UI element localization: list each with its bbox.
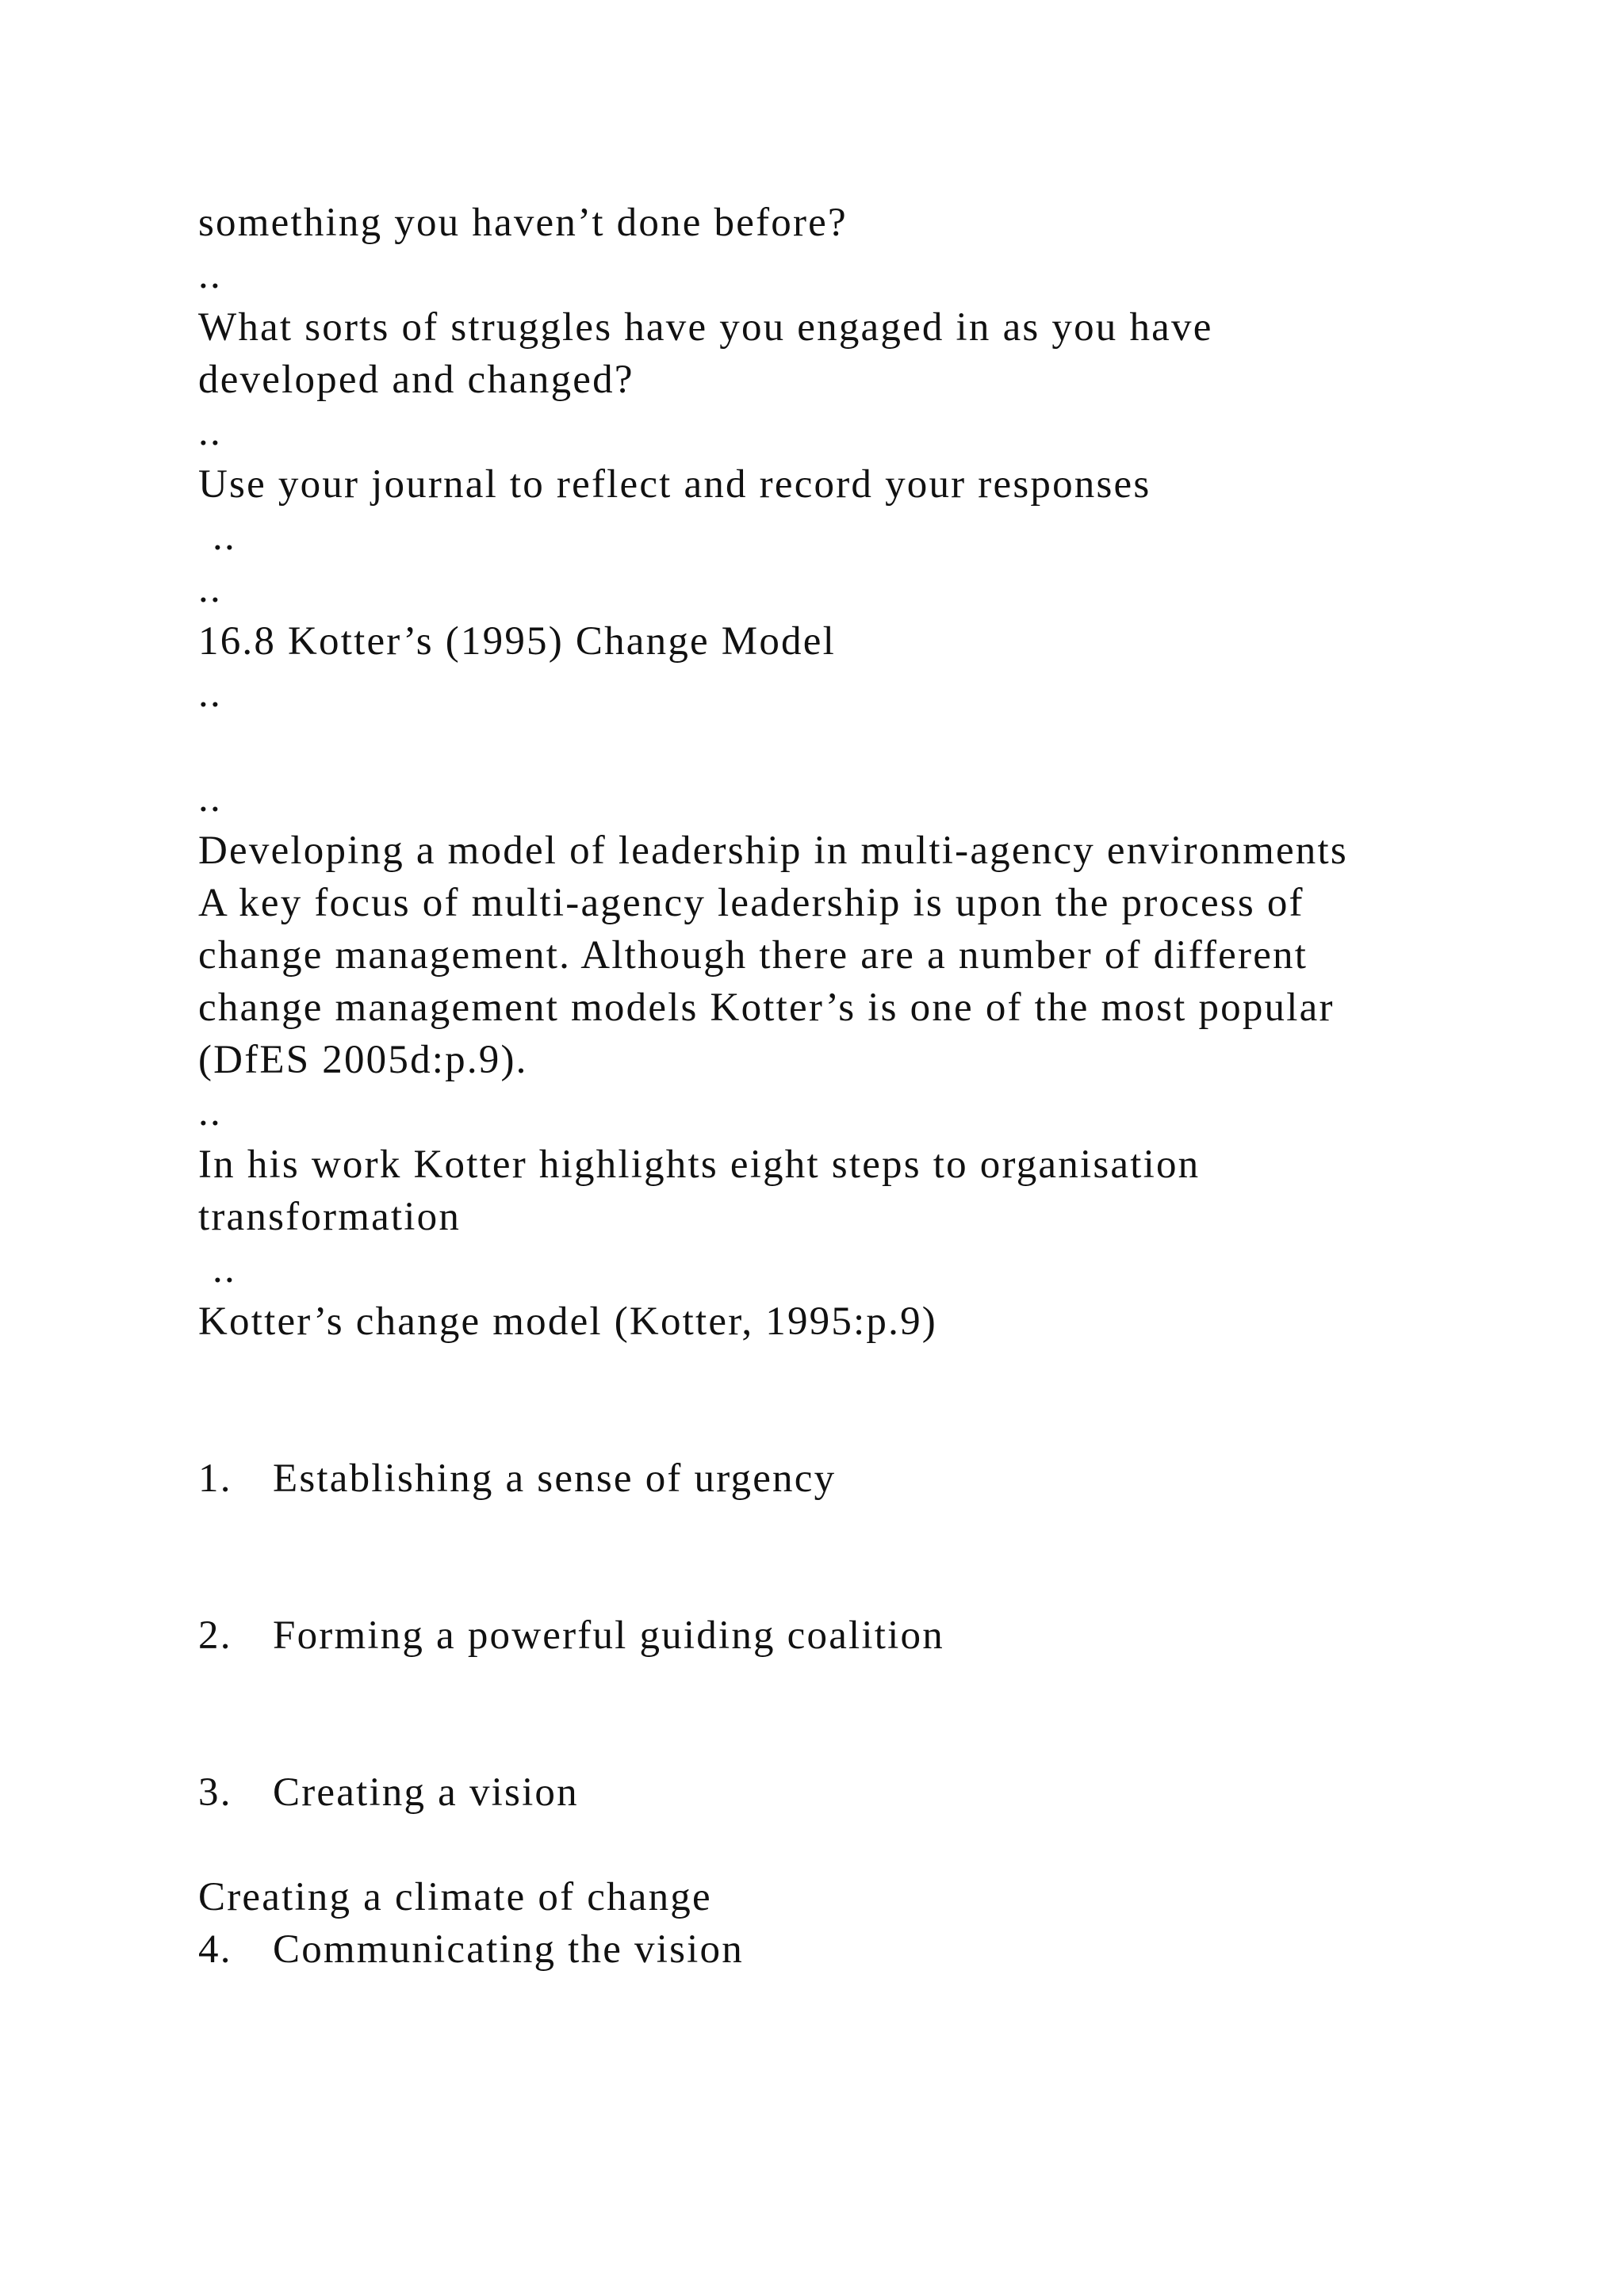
separator-dots: .. xyxy=(198,410,222,454)
text-line: developed and changed? xyxy=(198,358,634,402)
separator-dots: .. xyxy=(198,253,222,297)
text-line: What sorts of struggles have you engaged in as you have xyxy=(198,305,1213,350)
list-item-text: Forming a powerful guiding coalition xyxy=(273,1613,944,1658)
list-item xyxy=(198,1452,836,1505)
list-item-number: 2. xyxy=(198,1613,232,1658)
subheading: Developing a model of leadership in multi-agency environments xyxy=(198,828,1348,873)
separator-dots: .. xyxy=(198,1090,222,1135)
text-line: In his work Kotter highlights eight steps to organisation xyxy=(198,1142,1201,1187)
list-item-number: 3. xyxy=(198,1770,232,1815)
text-line: change management. Although there are a number of different xyxy=(198,933,1308,978)
text-line: transformation xyxy=(198,1195,462,1239)
separator-dots: .. xyxy=(198,567,222,611)
text-line: something you haven’t done before? xyxy=(198,201,848,245)
list-item-number: 1. xyxy=(198,1456,232,1501)
figure-caption: Kotter’s change model (Kotter, 1995:p.9) xyxy=(198,1299,937,1344)
list-item-text: Establishing a sense of urgency xyxy=(273,1456,837,1501)
separator-dots: .. xyxy=(198,672,222,716)
list-item xyxy=(198,1766,579,1819)
list-item-number: 4. xyxy=(198,1927,232,1972)
list-item xyxy=(198,1609,944,1662)
climate-label: Creating a climate of change xyxy=(198,1875,712,1919)
list-item-text: Communicating the vision xyxy=(273,1927,744,1972)
text-line: A key focus of multi-agency leadership is upon the process of xyxy=(198,881,1304,925)
text-line: (DfES 2005d:p.9). xyxy=(198,1038,528,1082)
separator-dots: .. xyxy=(213,1247,236,1292)
section-heading: 16.8 Kotter’s (1995) Change Model xyxy=(198,619,836,664)
list-item xyxy=(198,1923,744,1976)
separator-dots: .. xyxy=(198,776,222,821)
text-line: Use your journal to reflect and record your responses xyxy=(198,462,1151,507)
separator-dots: .. xyxy=(213,515,236,559)
list-item-text: Creating a vision xyxy=(273,1770,579,1815)
text-line: change management models Kotter’s is one of the most popular xyxy=(198,985,1335,1030)
